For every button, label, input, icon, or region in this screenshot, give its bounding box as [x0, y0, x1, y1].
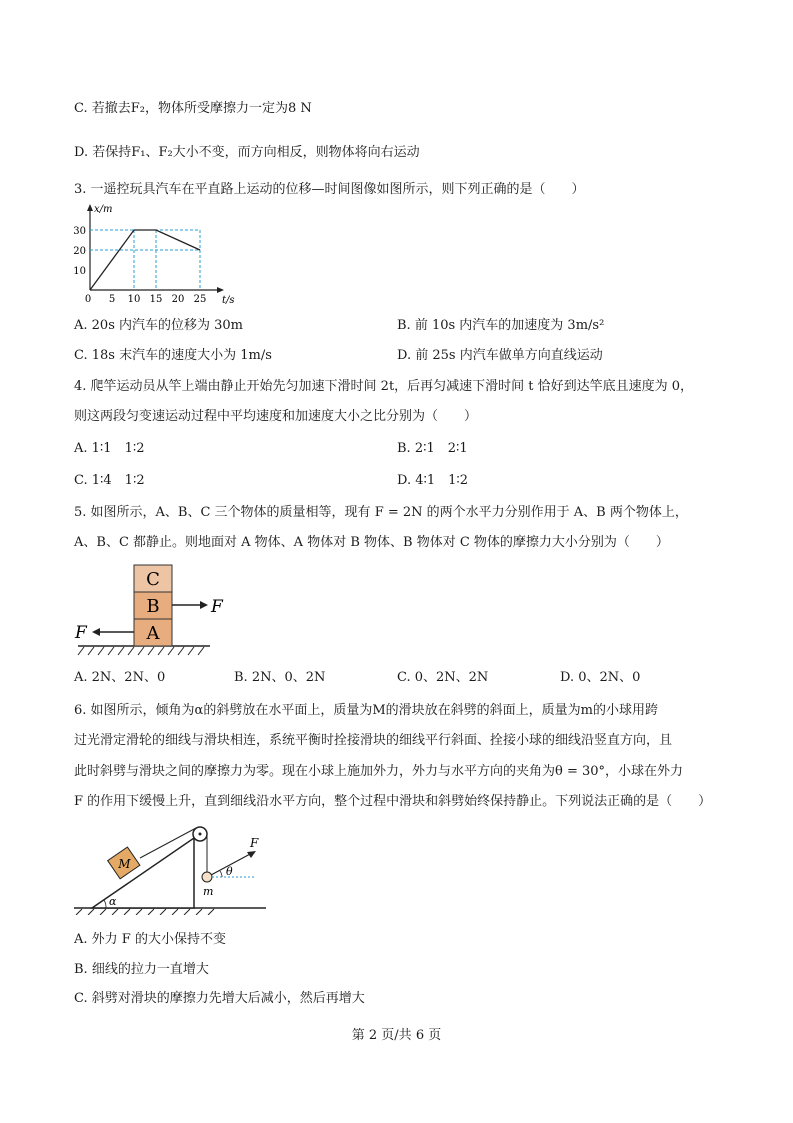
q5-option-a: A. 2N、2N、0	[74, 670, 166, 685]
x-tick-label: 15	[149, 294, 163, 305]
incline-wedge	[92, 838, 194, 908]
q6-option-b: B. 细线的拉力一直增大	[74, 962, 209, 977]
x-axis-arrow-icon	[217, 287, 224, 293]
q4-line-2: 则这两段匀变速运动过程中平均速度和加速度大小之比分别为（ ）	[74, 409, 478, 424]
q6-line-4: F 的作用下缓慢上升，直到细线沿水平方向，整个过程中滑块和斜劈始终保持静止。下列说法正确的是（ ）	[74, 794, 712, 809]
q6-line-2: 过光滑定滑轮的细线与滑块相连，系统平衡时拴接滑块的细线平行斜面、拴接小球的细线沿竖直方向，且	[74, 733, 673, 748]
y-axis-arrow-icon	[87, 204, 93, 211]
label-theta: θ	[226, 865, 233, 878]
q4-option-b: B. 2∶1 2∶1	[397, 441, 468, 456]
q5-option-c: C. 0、2N、2N	[397, 670, 489, 685]
q2-option-d: D. 若保持F₁、F₂大小不变，而方向相反，则物体将向右运动	[74, 145, 420, 160]
force-left-arrowhead-icon	[92, 628, 100, 636]
q4-option-a: A. 1∶1 1∶2	[74, 441, 145, 456]
q2-option-c: C. 若撤去F₂，物体所受摩擦力一定为8 N	[74, 101, 312, 116]
x-tick-label: 10	[127, 294, 141, 305]
x-tick-label: 20	[171, 294, 185, 305]
q4-option-d: D. 4∶1 1∶2	[397, 473, 469, 488]
label-alpha: α	[109, 895, 117, 908]
ground-hatching	[78, 647, 204, 655]
y-tick-label: 20	[73, 246, 86, 257]
series-line-0	[90, 230, 200, 290]
ball-m	[202, 872, 212, 882]
x-axis-label: t/s	[222, 295, 235, 306]
q3-xt-chart	[70, 200, 240, 310]
force-right-label: F	[211, 597, 223, 617]
q5-option-b: B. 2N、0、2N	[234, 670, 326, 685]
label-small-m: m	[203, 885, 214, 898]
q5-blocks-diagram	[70, 560, 240, 660]
block-b-label: B	[146, 596, 160, 617]
q3-option-b: B. 前 10s 内汽车的加速度为 3m/s²	[397, 318, 605, 333]
page-footer: 第 2 页/共 6 页	[351, 1028, 442, 1043]
q3-option-d: D. 前 25s 内汽车做单方向直线运动	[397, 348, 603, 363]
force-right-arrowhead-icon	[200, 601, 208, 609]
y-tick-label: 30	[73, 226, 86, 237]
q4-line-1: 4. 爬竿运动员从竿上端由静止开始先匀加速下滑时间 2t，后再匀减速下滑时间 t 恰好到达竿底且速度为 0，	[74, 379, 694, 394]
label-big-m: M	[118, 856, 131, 871]
y-axis-label: x/m	[94, 204, 113, 215]
x-tick-label: 0	[84, 294, 92, 305]
x-tick-label: 5	[108, 294, 116, 305]
q5-line-2: A、B、C 都静止。则地面对 A 物体、A 物体对 B 物体、B 物体对 C 物体的摩擦力大小分别为（ ）	[74, 535, 669, 550]
ground-hatching	[76, 909, 214, 915]
q5-option-d: D. 0、2N、0	[560, 670, 641, 685]
q3-option-c: C. 18s 末汽车的速度大小为 1m/s	[74, 348, 272, 363]
x-tick-label: 25	[193, 294, 207, 305]
q4-option-c: C. 1∶4 1∶2	[74, 473, 145, 488]
q3-stem: 3. 一遥控玩具汽车在平直路上运动的位移—时间图像如图所示，则下列正确的是（ ）	[74, 182, 585, 197]
q3-option-a: A. 20s 内汽车的位移为 30m	[74, 318, 244, 333]
y-tick-label: 10	[73, 266, 86, 277]
block-a-label: A	[146, 623, 160, 644]
q6-line-3: 此时斜劈与滑块之间的摩擦力为零。现在小球上施加外力，外力与水平方向的夹角为θ = 30°，小球在外力	[74, 764, 684, 779]
q6-option-a: A. 外力 F 的大小保持不变	[74, 932, 226, 947]
q6-option-c: C. 斜劈对滑块的摩擦力先增大后减小，然后再增大	[74, 991, 365, 1006]
label-f: F	[250, 836, 259, 850]
block-c-label: C	[146, 569, 160, 590]
q5-line-1: 5. 如图所示，A、B、C 三个物体的质量相等，现有 F = 2N 的两个水平力分别作用于 A、B 两个物体上，	[74, 505, 688, 520]
q6-incline-diagram	[70, 820, 270, 915]
q6-line-1: 6. 如图所示，倾角为α的斜劈放在水平面上，质量为M的滑块放在斜劈的斜面上，质量为m的小球用跨	[74, 703, 658, 718]
force-left-label: F	[75, 623, 87, 643]
